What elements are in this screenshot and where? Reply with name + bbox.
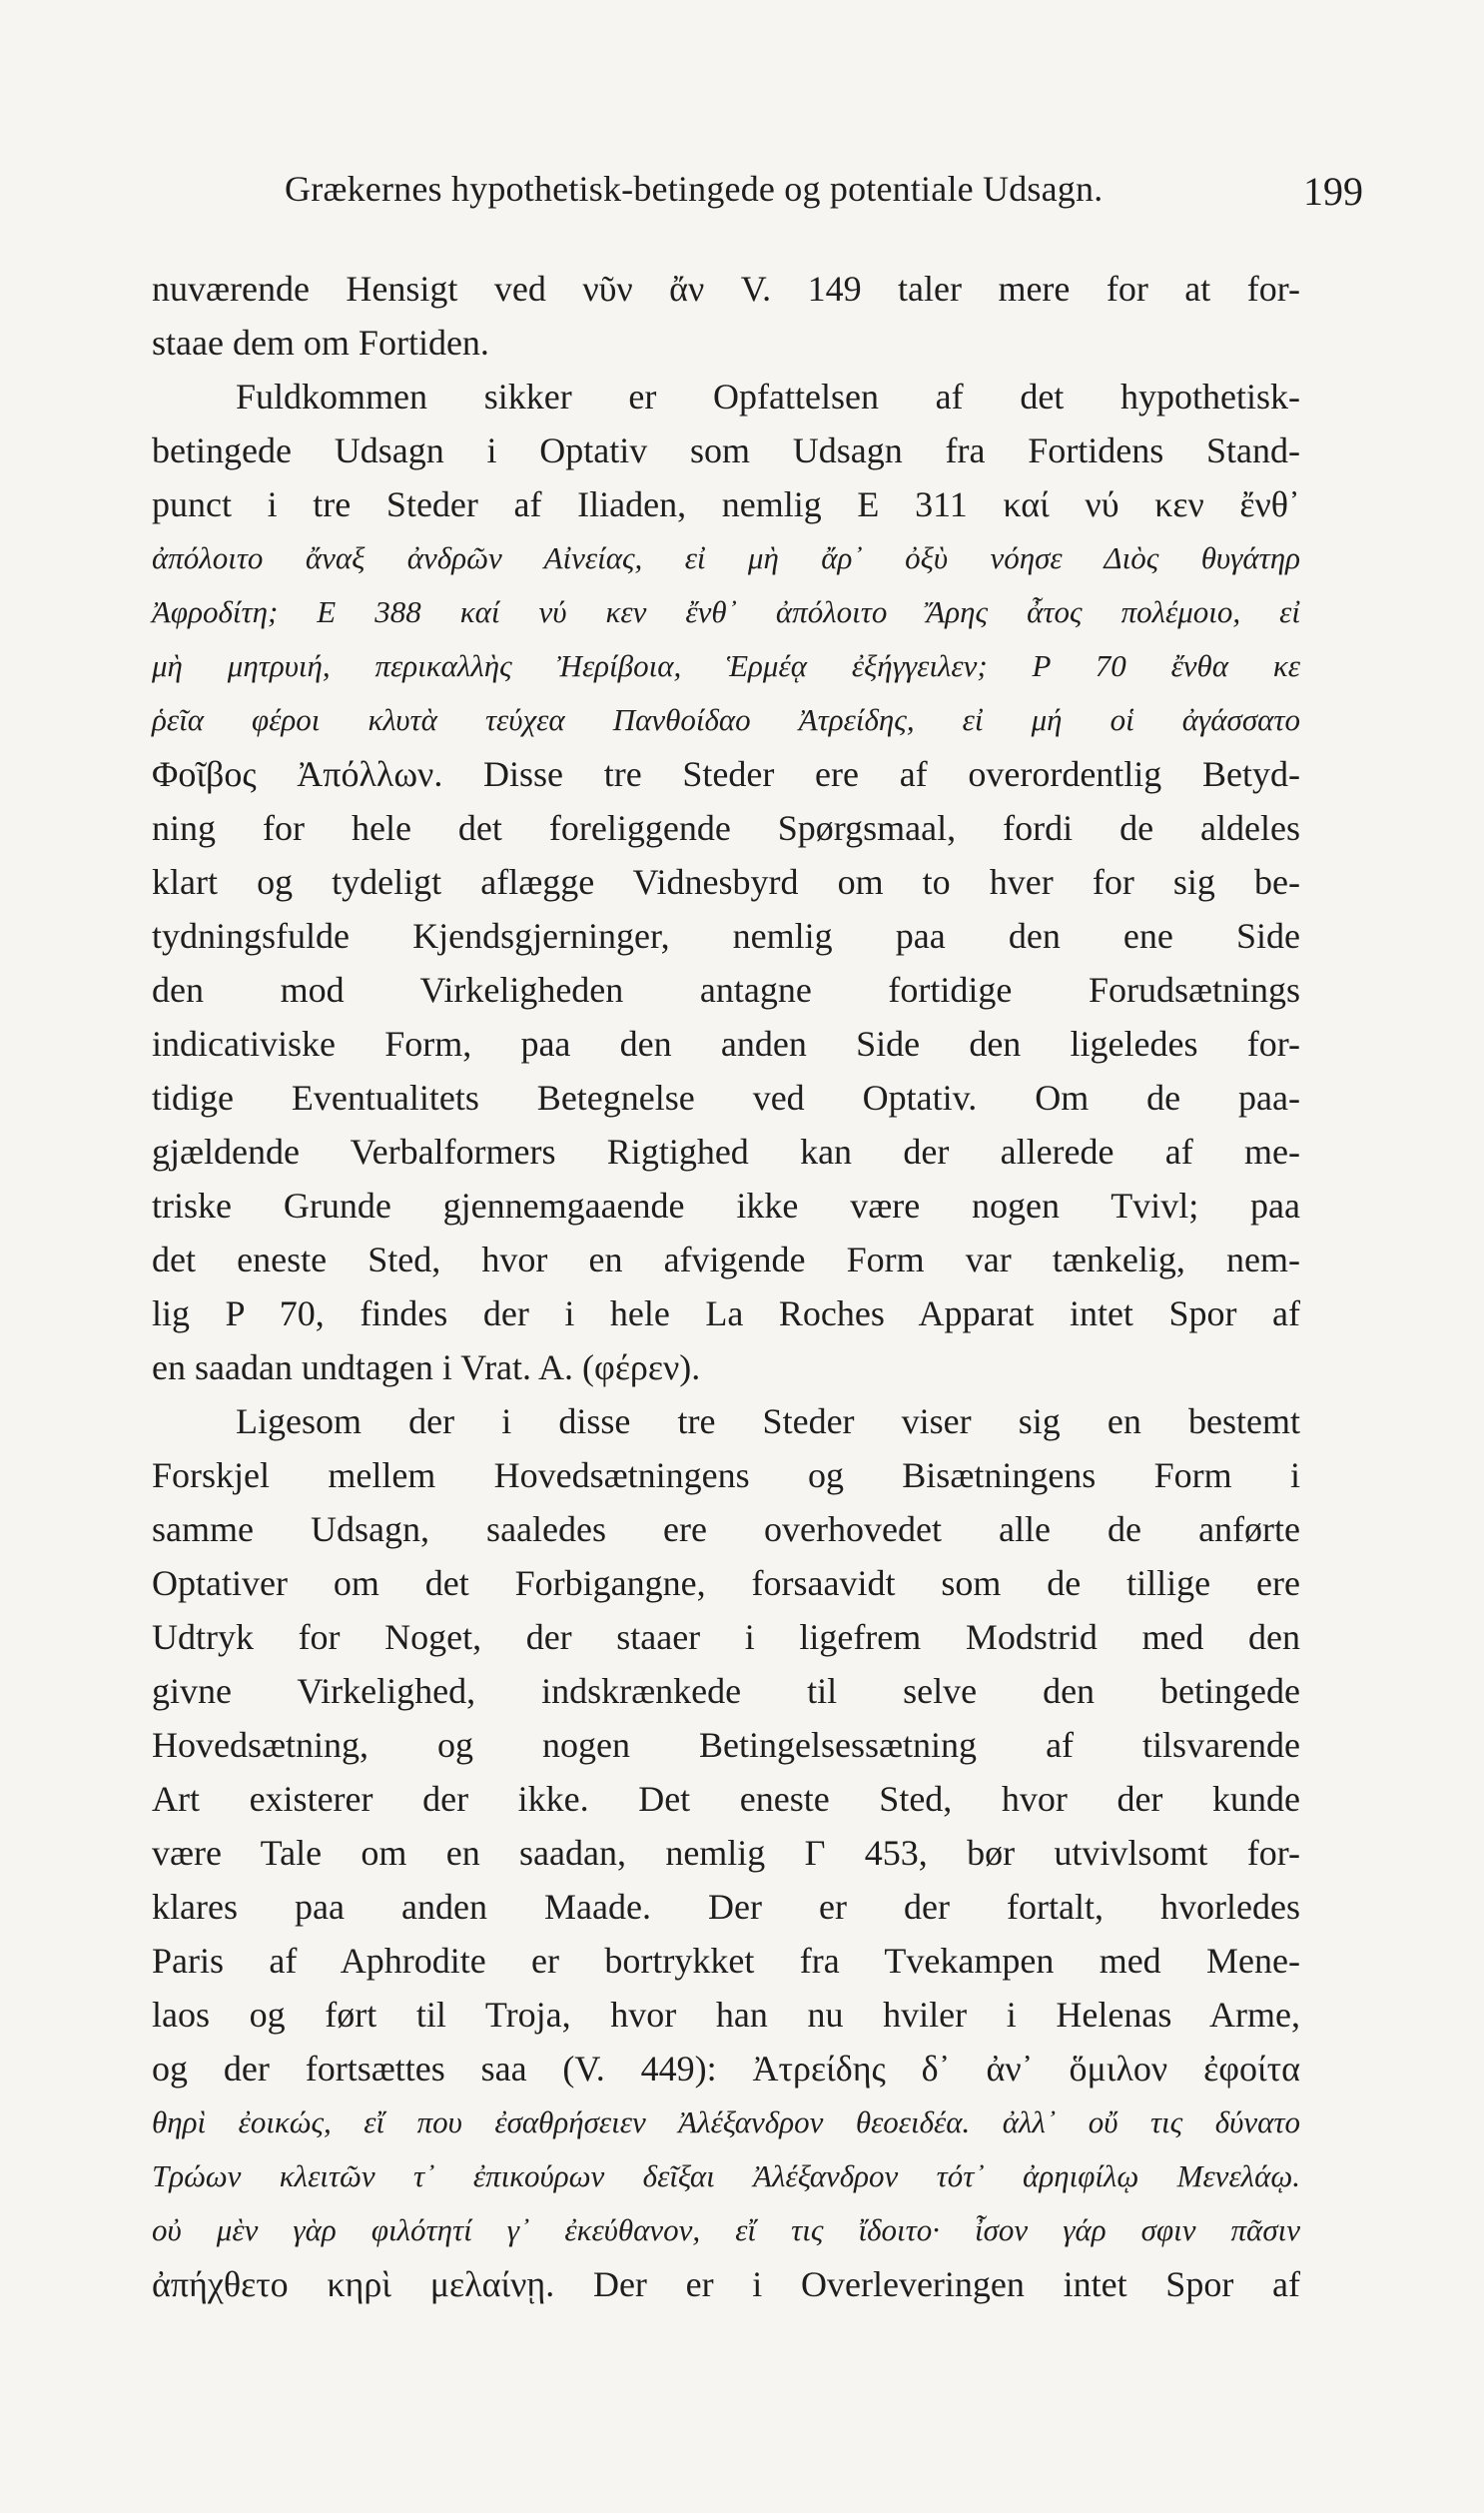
text-line: ning for hele det foreliggende Spørgsmaal, fordi de aldeles (152, 808, 1300, 848)
text-line: klart og tydeligt aflægge Vidnesbyrd om to hver for sig be- (152, 862, 1300, 902)
text-line: θηρὶ ἐοικώς, εἴ που ἐσαθρήσειεν Ἀλέξανδρον θεοειδέα. ἀλλ᾽ οὔ τις δύνατο (152, 2104, 1300, 2139)
text-line: staae dem om Fortiden. (152, 323, 489, 363)
text-line: triske Grunde gjennemgaaende ikke være nogen Tvivl; paa (152, 1186, 1300, 1226)
text-line: Τρώων κλειτῶν τ᾽ ἐπικούρων δεῖξαι Ἀλέξανδρον τότ᾽ ἀρηιφίλῳ Μενελάῳ. (152, 2158, 1300, 2193)
text-line: lig P 70, findes der i hele La Roches Apparat intet Spor af (152, 1293, 1300, 1333)
text-line: indicativiske Form, paa den anden Side den ligeledes for- (152, 1024, 1300, 1064)
text-line: tydningsfulde Kjendsgjerninger, nemlig paa den ene Side (152, 916, 1300, 956)
text-line: Optativer om det Forbigangne, forsaavidt som de tillige ere (152, 1563, 1300, 1603)
text-line: punct i tre Steder af Iliaden, nemlig E 311 καί νύ κεν ἔνθ᾽ (152, 484, 1300, 524)
text-line: ἀπόλοιτο ἄναξ ἀνδρῶν Αἰνείας, εἰ μὴ ἄρ᾽ ὀξὺ νόησε Διὸς θυγάτηρ (152, 540, 1300, 575)
text-line: Ἀφροδίτη; E 388 καί νύ κεν ἔνθ᾽ ἀπόλοιτο Ἄρης ἆτος πολέμοιο, εἰ (152, 594, 1300, 629)
text-line: ἀπήχθετο κηρὶ μελαίνῃ. Der er i Overleveringen intet Spor af (152, 2264, 1300, 2304)
text-line: Udtryk for Noget, der staaer i ligefrem Modstrid med den (152, 1617, 1300, 1657)
text-line: Art existerer der ikke. Det eneste Sted, hvor der kunde (152, 1779, 1300, 1819)
text-line: Fuldkommen sikker er Opfattelsen af det hypothetisk- (236, 377, 1300, 417)
text-line: laos og ført til Troja, hvor han nu hviler i Helenas Arme, (152, 1995, 1300, 2035)
text-line: Φοῖβος Ἀπόλλων. Disse tre Steder ere af overordentlig Betyd- (152, 754, 1300, 794)
text-line: tidige Eventualitets Betegnelse ved Optativ. Om de paa- (152, 1078, 1300, 1118)
text-line: ῥεῖα φέροι κλυτὰ τεύχεα Πανθοίδαο Ἀτρείδης, εἰ μή οἱ ἀγάσσατο (152, 702, 1300, 737)
text-line: den mod Virkeligheden antagne fortidige Forudsætnings (152, 970, 1300, 1010)
text-line: klares paa anden Maade. Der er der fortalt, hvorledes (152, 1887, 1300, 1927)
body-text (152, 262, 1300, 2311)
page-header (285, 168, 1363, 228)
text-line: Hovedsætning, og nogen Betingelsessætning af tilsvarende (152, 1725, 1300, 1765)
text-line: Paris af Aphrodite er bortrykket fra Tvekampen med Mene- (152, 1941, 1300, 1981)
text-line: samme Udsagn, saaledes ere overhovedet alle de anførte (152, 1509, 1300, 1549)
text-line: betingede Udsagn i Optativ som Udsagn fra Fortidens Stand- (152, 430, 1300, 470)
text-line: og der fortsættes saa (V. 449): Ἀτρείδης δ᾽ ἀν᾽ ὅμιλον ἐφοίτα (152, 2049, 1300, 2089)
text-line: givne Virkelighed, indskrænkede til selve den betingede (152, 1671, 1300, 1711)
text-line: en saadan undtagen i Vrat. A. (φέρεν). (152, 1347, 701, 1387)
running-head: Grækernes hypothetisk-betingede og potentiale Udsagn. (285, 169, 1104, 209)
text-line: være Tale om en saadan, nemlig Γ 453, bør utvivlsomt for- (152, 1833, 1300, 1873)
text-line: det eneste Sted, hvor en afvigende Form var tænkelig, nem- (152, 1240, 1300, 1279)
page-number: 199 (1303, 169, 1363, 214)
text-line: gjældende Verbalformers Rigtighed kan der allerede af me- (152, 1132, 1300, 1172)
text-line: μὴ μητρυιή, περικαλλὴς Ἠερίβοια, Ἑρμέᾳ ἐξήγγειλεν; P 70 ἔνθα κε (152, 648, 1300, 683)
text-line: nuværende Hensigt ved νῦν ἄν V. 149 taler mere for at for- (152, 269, 1300, 309)
text-line: οὐ μὲν γὰρ φιλότητί γ᾽ ἐκεύθανον, εἴ τις ἴδοιτο· ἶσον γάρ σφιν πᾶσιν (152, 2212, 1300, 2247)
text-line: Forskjel mellem Hovedsætningens og Bisætningens Form i (152, 1455, 1300, 1495)
text-line: Ligesom der i disse tre Steder viser sig en bestemt (236, 1401, 1300, 1441)
